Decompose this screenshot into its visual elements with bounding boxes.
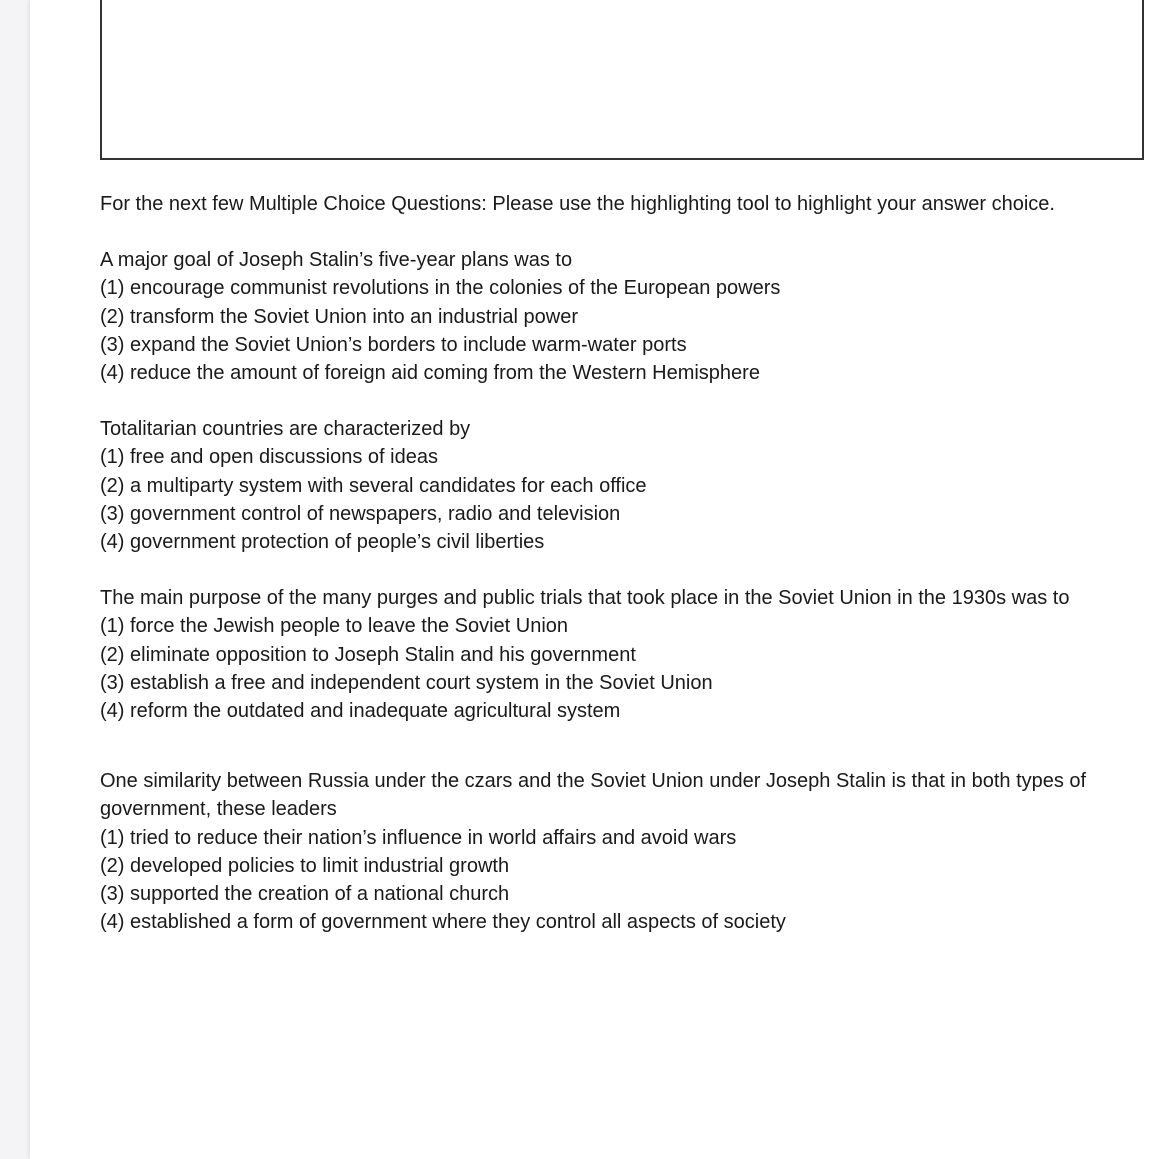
answer-option[interactable]: (3) supported the creation of a national church <box>100 883 510 906</box>
answer-option[interactable]: (3) establish a free and independent court system in the Soviet Union <box>100 671 713 694</box>
answer-option[interactable]: (2) transform the Soviet Union into an industrial power <box>100 305 579 328</box>
instructions-text: For the next few Multiple Choice Questions: Please use the highlighting tool to highlight your answer choice. <box>100 193 1055 215</box>
answer-option[interactable]: (4) reform the outdated and inadequate agricultural system <box>100 700 621 723</box>
answer-text-box[interactable] <box>100 0 1144 160</box>
answer-option[interactable]: (1) free and open discussions of ideas <box>100 446 438 469</box>
question-2 <box>100 415 1150 556</box>
answer-option[interactable]: (2) developed policies to limit industrial growth <box>100 854 510 877</box>
answer-option[interactable]: (4) government protection of people’s civil liberties <box>100 531 545 554</box>
document-page <box>30 0 1159 1159</box>
answer-option[interactable]: (1) encourage communist revolutions in the colonies of the European powers <box>100 277 781 300</box>
answer-option[interactable]: (2) eliminate opposition to Joseph Stalin and his government <box>100 643 636 666</box>
question-1 <box>100 246 1150 387</box>
answer-option[interactable]: (3) government control of newspapers, radio and television <box>100 502 621 525</box>
document-content <box>100 190 1150 964</box>
answer-option[interactable]: (2) a multiparty system with several candidates for each office <box>100 474 647 497</box>
answer-option[interactable]: (1) tried to reduce their nation’s influence in world affairs and avoid wars <box>100 826 737 849</box>
question-stem: Totalitarian countries are characterized by <box>100 418 471 441</box>
answer-option[interactable]: (1) force the Jewish people to leave the Soviet Union <box>100 615 569 638</box>
question-3 <box>100 584 1150 725</box>
answer-option[interactable]: (4) established a form of government where they control all aspects of society <box>100 911 786 934</box>
question-4 <box>100 767 1150 936</box>
answer-option[interactable]: (4) reduce the amount of foreign aid coming from the Western Hemisphere <box>100 362 760 385</box>
answer-option[interactable]: (3) expand the Soviet Union’s borders to include warm-water ports <box>100 333 687 356</box>
question-stem: The main purpose of the many purges and public trials that took place in the Soviet Union in the 1930s was to <box>100 587 1070 610</box>
question-stem: One similarity between Russia under the czars and the Soviet Union under Joseph Stalin is that in both types of government, these leaders <box>100 770 1087 821</box>
question-stem: A major goal of Joseph Stalin’s five-year plans was to <box>100 249 573 272</box>
